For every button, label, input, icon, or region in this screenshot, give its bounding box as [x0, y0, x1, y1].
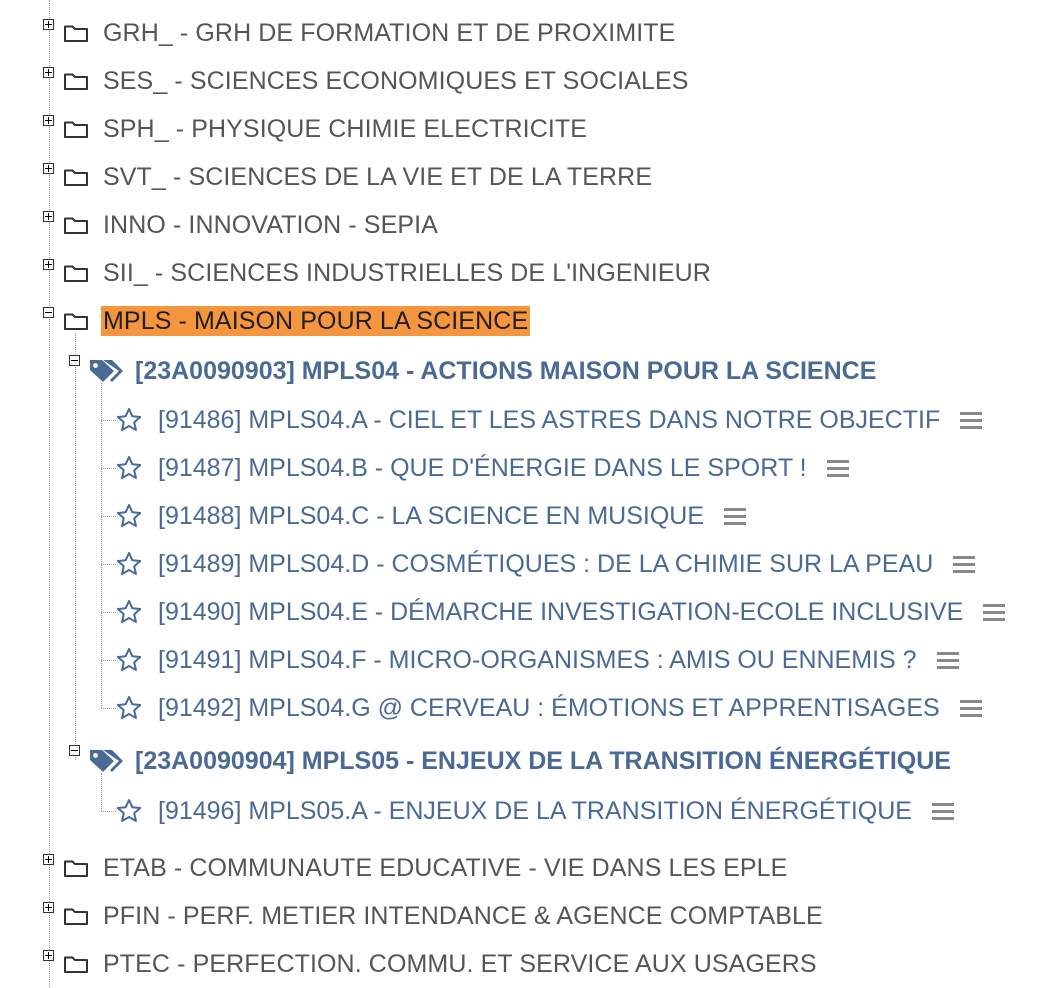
tags-icon	[89, 358, 125, 384]
star-icon	[115, 695, 143, 721]
category-label[interactable]: GRH_ - GRH DE FORMATION ET DE PROXIMITE	[103, 19, 676, 47]
folder-icon	[63, 215, 89, 235]
expand-toggle-icon[interactable]	[43, 19, 54, 30]
tags-icon	[89, 748, 125, 774]
session-label[interactable]: [91489] MPLS04.D - COSMÉTIQUES : DE LA CHIMIE SUR LA PEAU	[158, 550, 934, 578]
expand-toggle-icon[interactable]	[43, 211, 54, 222]
tree-connector	[101, 516, 116, 517]
collapse-toggle-icon[interactable]	[43, 307, 54, 318]
star-icon	[115, 455, 143, 481]
tree-connector	[49, 0, 50, 988]
star-icon	[115, 599, 143, 625]
folder-icon	[63, 167, 89, 187]
folder-icon	[63, 906, 89, 926]
hamburger-menu-icon[interactable]	[827, 460, 849, 477]
tree-connector	[101, 811, 116, 812]
session-label[interactable]: [91486] MPLS04.A - CIEL ET LES ASTRES DANS NOTRE OBJECTIF	[158, 406, 941, 434]
hamburger-menu-icon[interactable]	[960, 412, 982, 429]
category-label[interactable]: SVT_ - SCIENCES DE LA VIE ET DE LA TERRE	[103, 163, 653, 191]
hamburger-menu-icon[interactable]	[932, 803, 954, 820]
hamburger-menu-icon[interactable]	[953, 556, 975, 573]
tree-connector	[101, 564, 116, 565]
tree-connector	[75, 333, 76, 760]
collapse-toggle-icon[interactable]	[69, 355, 80, 366]
tree-connector	[101, 773, 102, 811]
hamburger-menu-icon[interactable]	[724, 508, 746, 525]
tree-connector	[101, 612, 116, 613]
action-label[interactable]: [23A0090904] MPLS05 - ENJEUX DE LA TRANSITION ÉNERGÉTIQUE	[135, 747, 951, 775]
category-label[interactable]: ETAB - COMMUNAUTE EDUCATIVE - VIE DANS LES EPLE	[103, 854, 788, 882]
hamburger-menu-icon[interactable]	[960, 700, 982, 717]
session-label[interactable]: [91488] MPLS04.C - LA SCIENCE EN MUSIQUE	[158, 502, 705, 530]
category-label[interactable]: INNO - INNOVATION - SEPIA	[103, 211, 438, 239]
tree-connector	[101, 708, 116, 709]
expand-toggle-icon[interactable]	[43, 950, 54, 961]
hamburger-menu-icon[interactable]	[937, 652, 959, 669]
selected-category-label[interactable]: MPLS - MAISON POUR LA SCIENCE	[103, 307, 529, 335]
folder-icon	[63, 119, 89, 139]
tree-connector	[101, 468, 116, 469]
expand-toggle-icon[interactable]	[43, 115, 54, 126]
folder-icon	[63, 311, 89, 331]
session-label[interactable]: [91490] MPLS04.E - DÉMARCHE INVESTIGATION-ECOLE INCLUSIVE	[158, 598, 964, 626]
expand-toggle-icon[interactable]	[43, 67, 54, 78]
folder-icon	[63, 23, 89, 43]
tree-connector	[101, 420, 116, 421]
collapse-toggle-icon[interactable]	[69, 745, 80, 756]
category-label[interactable]: SII_ - SCIENCES INDUSTRIELLES DE L'INGENIEUR	[103, 259, 711, 287]
category-label[interactable]: PTEC - PERFECTION. COMMU. ET SERVICE AUX USAGERS	[103, 950, 817, 978]
session-label[interactable]: [91496] MPLS05.A - ENJEUX DE LA TRANSITION ÉNERGÉTIQUE	[158, 797, 912, 825]
star-icon	[115, 503, 143, 529]
hamburger-menu-icon[interactable]	[983, 604, 1005, 621]
session-label[interactable]: [91487] MPLS04.B - QUE D'ÉNERGIE DANS LE SPORT !	[158, 454, 807, 482]
folder-icon	[63, 263, 89, 283]
folder-icon	[63, 71, 89, 91]
expand-toggle-icon[interactable]	[43, 259, 54, 270]
session-label[interactable]: [91491] MPLS04.F - MICRO-ORGANISMES : AMIS OU ENNEMIS ?	[158, 646, 917, 674]
tree-connector	[101, 660, 116, 661]
session-label[interactable]: [91492] MPLS04.G @ CERVEAU : ÉMOTIONS ET APPRENTISAGES	[158, 694, 940, 722]
expand-toggle-icon[interactable]	[43, 163, 54, 174]
category-label[interactable]: PFIN - PERF. METIER INTENDANCE & AGENCE COMPTABLE	[103, 902, 823, 930]
expand-toggle-icon[interactable]	[43, 902, 54, 913]
category-label[interactable]: SES_ - SCIENCES ECONOMIQUES ET SOCIALES	[103, 67, 689, 95]
expand-toggle-icon[interactable]	[43, 854, 54, 865]
star-icon	[115, 551, 143, 577]
folder-icon	[63, 954, 89, 974]
category-label[interactable]: SPH_ - PHYSIQUE CHIMIE ELECTRICITE	[103, 115, 588, 143]
action-label[interactable]: [23A0090903] MPLS04 - ACTIONS MAISON POUR LA SCIENCE	[135, 357, 877, 385]
star-icon	[115, 647, 143, 673]
star-icon	[115, 407, 143, 433]
folder-icon	[63, 858, 89, 878]
star-icon	[115, 798, 143, 824]
